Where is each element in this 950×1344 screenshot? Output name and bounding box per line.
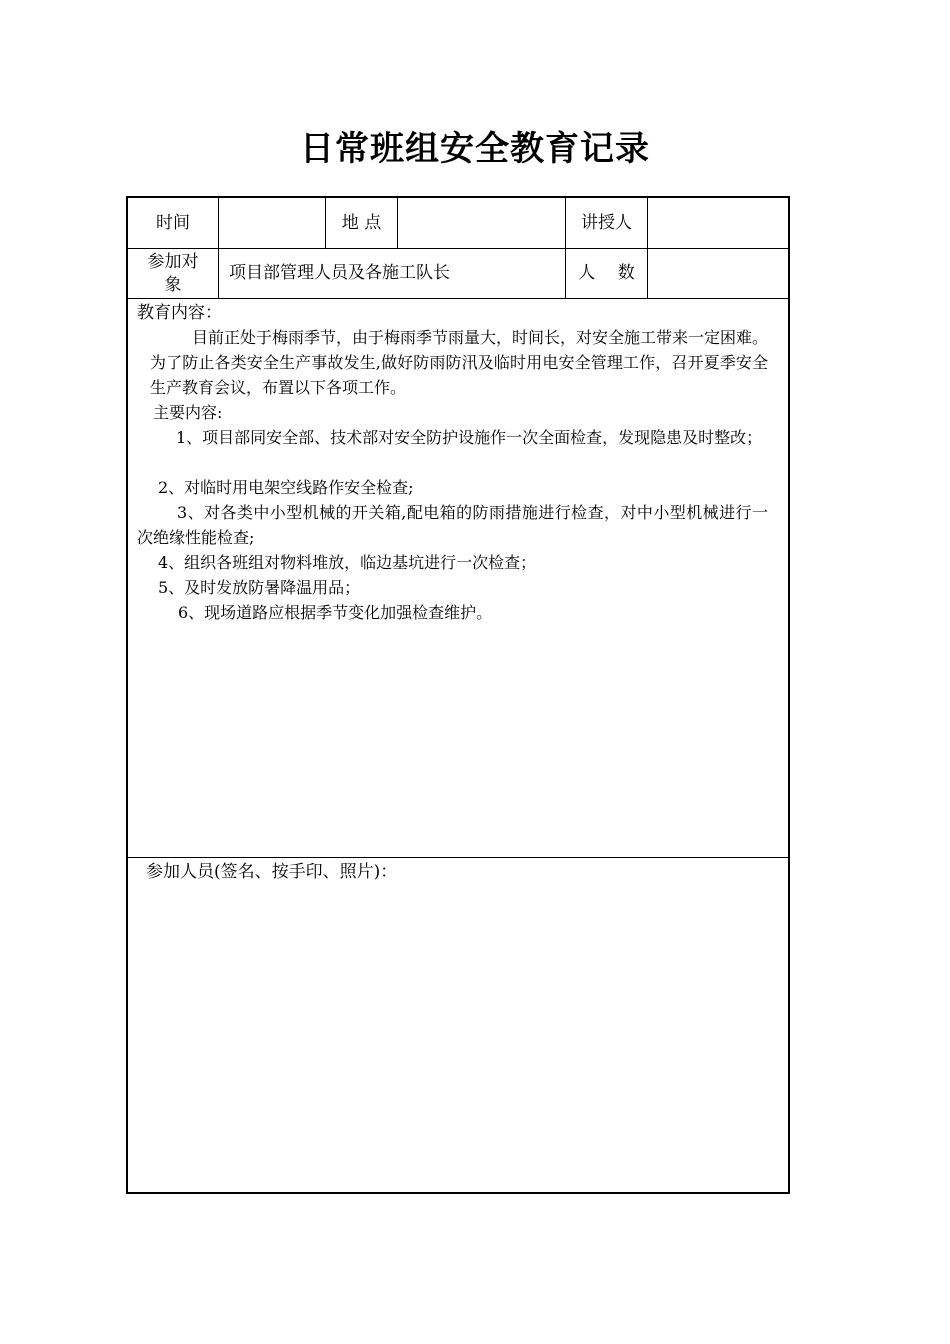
time-label-cell [128, 198, 218, 248]
row-divider-3 [128, 857, 788, 858]
signatures-area[interactable] [128, 888, 788, 1192]
record-table [126, 196, 790, 1194]
document-title: 日常班组安全教育记录 [300, 129, 650, 169]
signatures-label: 参加人员(签名、按手印、照片)： [146, 862, 398, 882]
content-item-4: 4、组织各班组对物料堆放，临边基坑进行一次检查； [158, 553, 537, 572]
row-divider-2 [128, 298, 788, 299]
main-content-label: 主要内容: [153, 403, 223, 422]
participants-value-cell[interactable] [219, 249, 565, 298]
count-value-cell[interactable] [648, 249, 788, 298]
participants-label: 参加对象 [147, 251, 199, 295]
lecturer-label: 讲授人 [581, 212, 632, 233]
lecturer-value-cell[interactable] [648, 198, 788, 248]
count-label-cell [566, 249, 647, 298]
content-item-1: 1、项目部同安全部、技术部对安全防护设施作一次全面检查，发现隐患及时整改； [176, 428, 763, 447]
time-label: 时间 [155, 212, 190, 233]
content-intro: 目前正处于梅雨季节，由于梅雨季节雨量大，时间长，对安全施工带来一定困难。为了防止各类安全生产事故发生,做好防雨防汛及临时用电安全管理工作，召开夏季安全生产教育会议，布置以下各项工作。 [150, 328, 769, 397]
content-item-5: 5、及时发放防暑降温用品； [158, 578, 361, 597]
place-label-cell [326, 198, 397, 248]
content-item-6: 6、现场道路应根据季节变化加强检查维护。 [178, 603, 493, 622]
content-label: 教育内容： [137, 303, 222, 323]
participants-label-cell [128, 249, 218, 298]
place-label: 地 点 [341, 212, 382, 233]
time-value-cell[interactable] [219, 198, 325, 248]
content-item-2: 2、对临时用电架空线路作安全检查; [158, 478, 414, 497]
place-value-cell[interactable] [398, 198, 565, 248]
count-label: 人 数 [578, 263, 635, 283]
lecturer-label-cell [566, 198, 647, 248]
participants-value: 项目部管理人员及各施工队长 [229, 263, 450, 283]
content-item-3: 3、对各类中小型机械的开关箱,配电箱的防雨措施进行检查，对中小型机械进行一次绝缘性能检查; [137, 503, 768, 547]
